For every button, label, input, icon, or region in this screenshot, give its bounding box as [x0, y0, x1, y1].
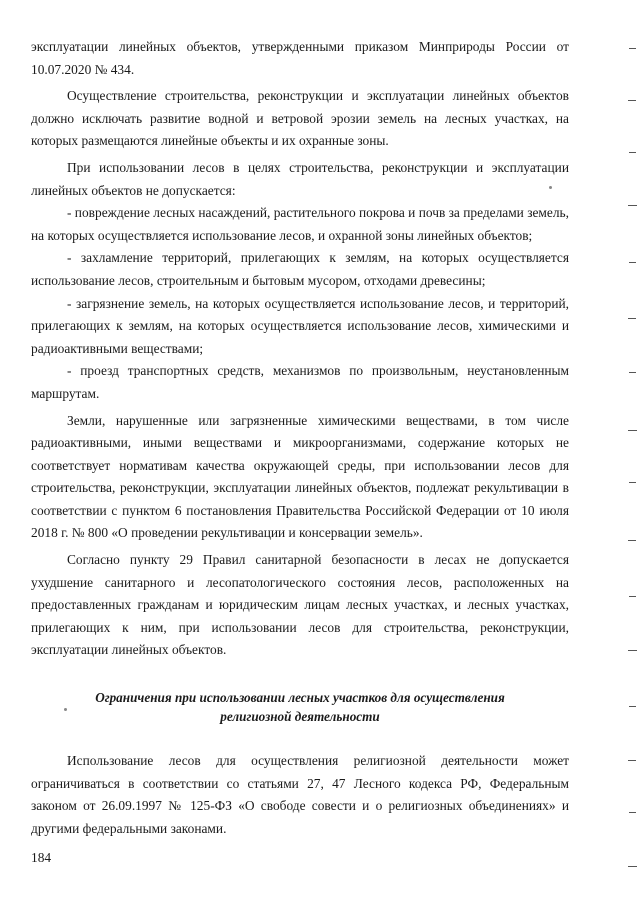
scan-edge-marks — [620, 0, 640, 905]
list-item-pollution: - загрязнение земель, на которых осуществляется использование лесов, и территорий, прилегающих к землям, на которых осуществляется использование лесов, химическими и радиоактивными веществами; — [31, 295, 569, 356]
paragraph-sanitary-rules: Согласно пункту 29 Правил санитарной безопасности в лесах не допускается ухудшение санитарного и лесопатологического состояния лесов, расположенных на предоставленных гражданам и юридическим лицам лесных участках, и лесных участках, прилегающих к ним, при использовании лесов для строительства, реконструкции, эксплуатации линейных объектов. — [31, 552, 569, 658]
page-number: 184 — [31, 850, 52, 865]
paragraph-erosion: Осуществление строительства, реконструкции и эксплуатации линейных объектов должно исключать развитие водной и ветровой эрозии земель на лесных участках, на которых размещаются линейные объекты и их охранные зоны. — [31, 88, 569, 149]
list-item-vehicles: - проезд транспортных средств, механизмов по произвольным, неустановленным маршрутам. — [31, 363, 569, 401]
scan-speck — [64, 708, 67, 711]
paragraph-religious-use: Использование лесов для осуществления религиозной деятельности может ограничиваться в соответствии со статьями 27, 47 Лесного кодекса РФ, Федеральным законом от 26.09.1997 № 125-ФЗ «О свободе совести и о религиозных объединениях» и другими федеральными законами. — [31, 753, 569, 836]
section-heading — [31, 688, 569, 726]
paragraph-continuation: эксплуатации линейных объектов, утвержденными приказом Минприроды России от 10.07.2020 № 434. — [31, 39, 569, 77]
section-heading-line-2: религиозной деятельности — [220, 709, 380, 725]
document-body — [31, 36, 569, 840]
paragraph-prohibitions-intro: При использовании лесов в целях строительства, реконструкции и эксплуатации линейных объектов не допускается: — [31, 159, 569, 198]
list-item-damage: - повреждение лесных насаждений, растительного покрова и почв за пределами земель, на которых осуществляется использование лесов, и охранной зоны линейных объектов; — [31, 205, 569, 243]
paragraph-recultivation: Земли, нарушенные или загрязненные химическими веществами, в том числе радиоактивными, иными веществами и микроорганизмами, содержание которых не соответствует нормативам качества окружающей среды, при использовании лесов для строительства, реконструкции, эксплуатации линейных объектов, подлежат рекультивации в соответствии с пунктом 6 постановления Правительства Российской Федерации от 10 июля 2018 г. № 800 «О проведении рекультивации и консервации земель». — [31, 412, 569, 541]
scan-speck — [549, 186, 552, 189]
list-item-littering: - захламление территорий, прилегающих к землям, на которых осуществляется использование лесов, строительным и бытовым мусором, отходами древесины; — [31, 250, 569, 288]
section-heading-line-1: Ограничения при использовании лесных участков для осуществления — [95, 690, 505, 706]
